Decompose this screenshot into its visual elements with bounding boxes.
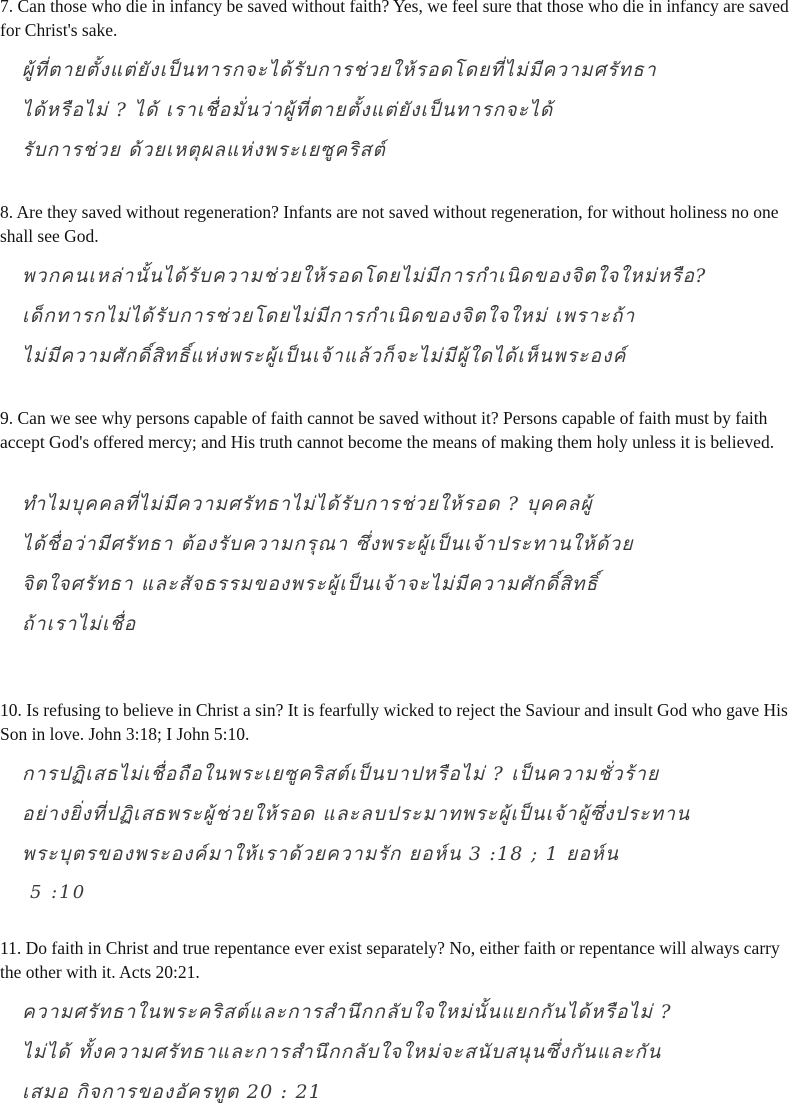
translation-line: ได้ชื่อว่ามีศรัทธา ต้องรับความกรุณา ซึ่งพระผู้เป็นเจ้าประทานให้ด้วย	[22, 533, 634, 555]
translation-line: พวกคนเหล่านั้นได้รับความช่วยให้รอดโดยไม่มีการกำเนิดของจิตใจใหม่หรือ?	[22, 265, 707, 287]
question-8: 8. Are they saved without regeneration? Infants are not saved without regeneration, for without holiness no one shall see God.	[0, 202, 779, 246]
question-9: 9. Can we see why persons capable of faith cannot be saved without it? Persons capable of faith must by faith accept God's offered mercy; and His truth cannot become the means of making them holy unless it is believed.	[0, 408, 775, 452]
translation-line: ความศรัทธาในพระคริสต์และการสำนึกกลับใจใหม่นั้นแยกกันได้หรือไม่ ?	[22, 1001, 672, 1023]
question-11: 11. Do faith in Christ and true repentance ever exist separately? No, either faith or repentance will always carry the other with it. Acts 20:21.	[0, 938, 780, 982]
translation-line: ไม่ได้ ทั้งความศรัทธาและการสำนึกกลับใจใหม่จะสนับสนุนซึ่งกันและกัน	[22, 1041, 662, 1063]
translation-8	[22, 256, 792, 376]
translation-9	[22, 484, 792, 644]
translation-line: จิตใจศรัทธา และสัจธรรมของพระผู้เป็นเจ้าจะไม่มีความศักดิ์สิทธิ์	[22, 573, 599, 595]
translation-line: ได้หรือไม่ ? ได้ เราเชื่อมั่นว่าผู้ที่ตายตั้งแต่ยังเป็นทารกจะได้	[22, 99, 554, 121]
translation-line: อย่างยิ่งที่ปฏิเสธพระผู้ช่วยให้รอด และลบประมาทพระผู้เป็นเจ้าผู้ซึ่งประทาน	[22, 803, 691, 825]
translation-10	[22, 754, 792, 874]
translation-7	[22, 50, 792, 170]
translation-11	[22, 992, 792, 1112]
translation-line: ผู้ที่ตายตั้งแต่ยังเป็นทารกจะได้รับการช่วยให้รอดโดยที่ไม่มีความศรัทธา	[22, 59, 657, 81]
translation-line: ทำไมบุคคลที่ไม่มีความศรัทธาไม่ได้รับการช่วยให้รอด ? บุคคลผู้	[22, 493, 593, 515]
translation-line: พระบุตรของพระองค์มาให้เราด้วยความรัก ยอห์น 3 :18 ; 1 ยอห์น	[22, 843, 620, 865]
translation-line: ไม่มีความศักดิ์สิทธิ์แห่งพระผู้เป็นเจ้าแล้วก็จะไม่มีผู้ใดได้เห็นพระองค์	[22, 345, 627, 367]
translation-line: เด็กทารกไม่ได้รับการช่วยโดยไม่มีการกำเนิดของจิตใจใหม่ เพราะถ้า	[22, 305, 636, 327]
scripture-reference: 5 :10	[30, 882, 87, 903]
translation-line: เสมอ กิจการของอัครทูต 20 : 21	[22, 1081, 323, 1103]
translation-line: รับการช่วย ด้วยเหตุผลแห่งพระเยซูคริสต์	[22, 139, 387, 161]
question-10: 10. Is refusing to believe in Christ a sin? It is fearfully wicked to reject the Saviour and insult God who gave His Son in love. John 3:18; I John 5:10.	[0, 700, 788, 744]
question-7: 7. Can those who die in infancy be saved without faith? Yes, we feel sure that those who die in infancy are saved for Christ's sake.	[0, 0, 789, 40]
translation-line: การปฏิเสธไม่เชื่อถือในพระเยซูคริสต์เป็นบาปหรือไม่ ? เป็นความชั่วร้าย	[22, 763, 660, 785]
translation-line: ถ้าเราไม่เชื่อ	[22, 613, 137, 635]
